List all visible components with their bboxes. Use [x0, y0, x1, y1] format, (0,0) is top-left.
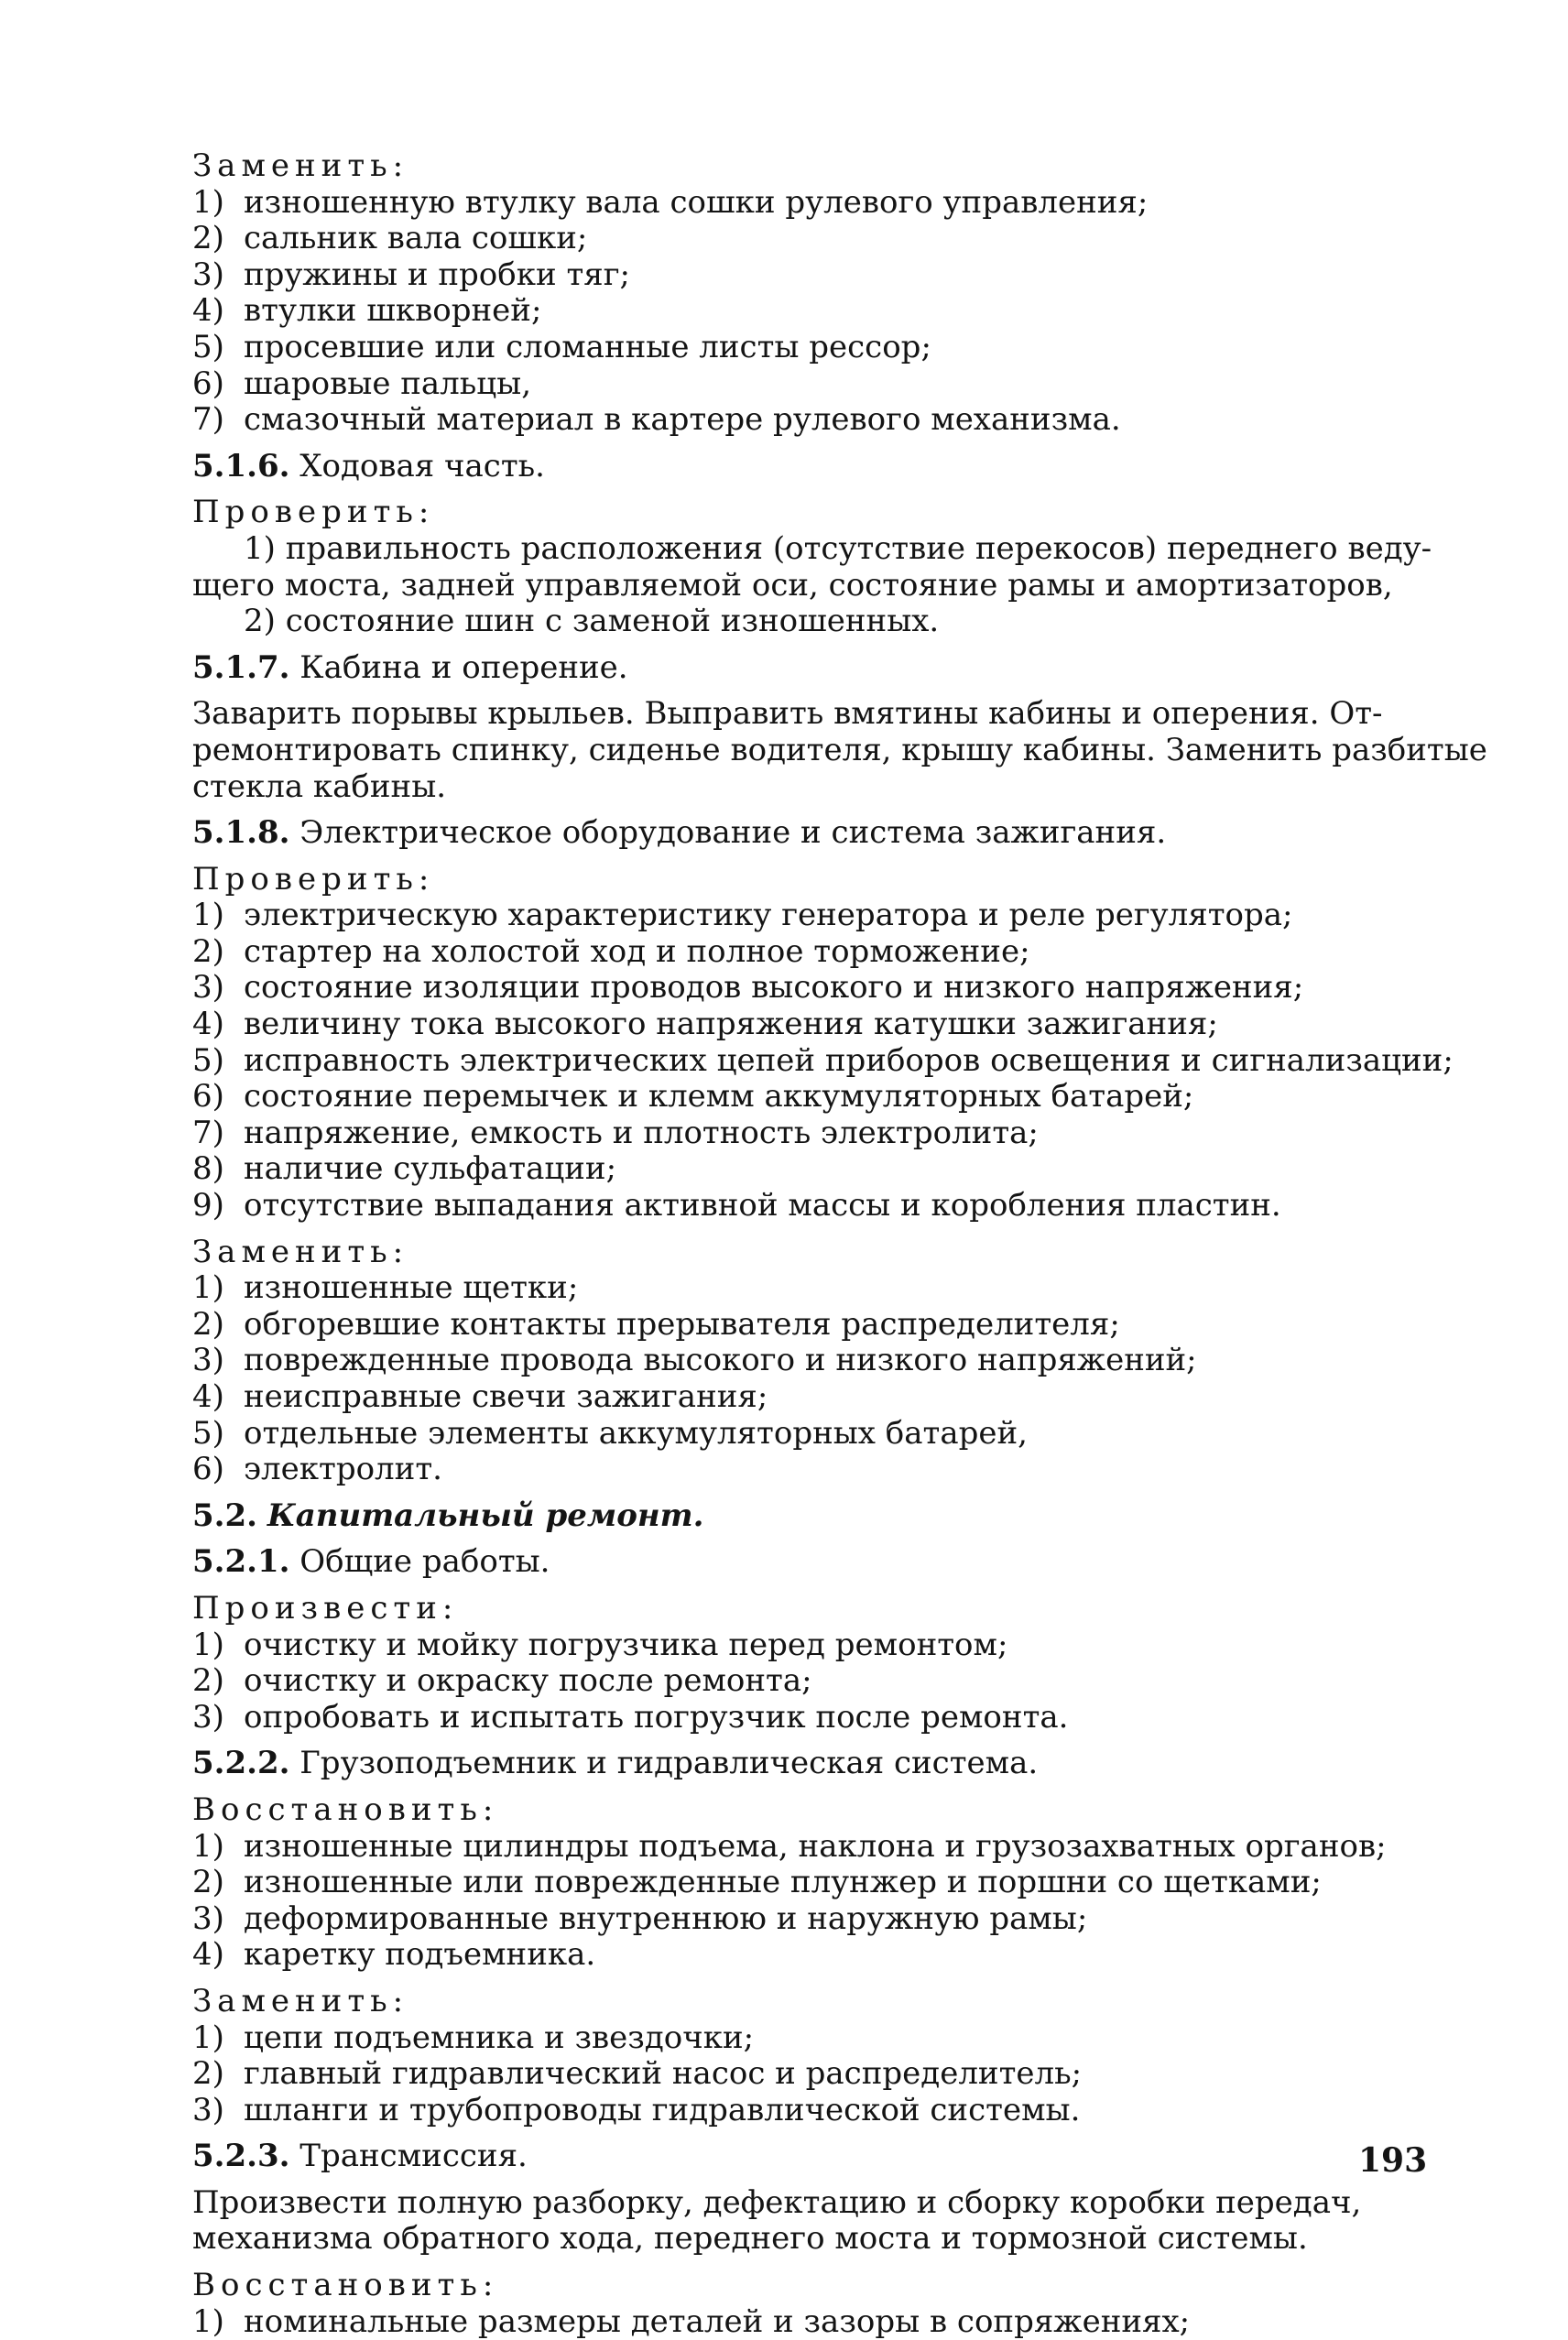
section-number: 5.1.7.: [192, 648, 290, 686]
section-heading-523: [192, 2139, 1401, 2175]
list-item: 4) неисправные свечи зажигания;: [192, 1379, 1401, 1416]
s516-item1-line2: щего моста, задней управляемой оси, состояние рамы и амортизаторов,: [192, 566, 1393, 604]
list-item: 5) просевшие или сломанные листы рессор;: [192, 330, 1401, 366]
list-item: 1) номинальные размеры деталей и зазоры в сопряжениях;: [192, 2304, 1401, 2340]
s518-check-heading: Проверить:: [192, 860, 435, 898]
list-item: 1) очистку и мойку погрузчика перед ремонтом;: [192, 1627, 1401, 1664]
section-number: 5.2.: [192, 1497, 257, 1534]
section-number: 5.1.6.: [192, 447, 290, 484]
list-item: 2) сальник вала сошки;: [192, 221, 1401, 257]
section-title: Общие работы.: [299, 1543, 550, 1581]
list-item: 2) обгоревшие контакты прерывателя распределителя;: [192, 1307, 1401, 1344]
s523-restore-heading: Восстановить:: [192, 2267, 499, 2304]
section-title: Кабина и оперение.: [299, 648, 628, 686]
list-item: 7) напряжение, емкость и плотность электролита;: [192, 1116, 1401, 1152]
s516-item2: 2) состояние шин с заменой изношенных.: [244, 603, 940, 640]
s518-check-list: [192, 897, 1454, 1224]
s522-replace-heading: Заменить:: [192, 1982, 409, 2019]
s523-paragraph-line2: механизма обратного хода, переднего моста и тормозной системы.: [192, 2220, 1308, 2258]
list-item: 3) опробовать и испытать погрузчик после ремонта.: [192, 1700, 1401, 1736]
list-item: 2) стартер на холостой ход и полное торможение;: [192, 934, 1401, 971]
section-title: Ходовая часть.: [299, 447, 545, 484]
s522-restore-list: [192, 1829, 1401, 1974]
intro-replace-list: [192, 185, 1401, 439]
page-number: 193: [1358, 2141, 1428, 2180]
list-item: 4) каретку подъемника.: [192, 1937, 1401, 1974]
section-heading-52: [192, 1498, 1401, 1535]
list-item: 2) очистку и окраску после ремонта;: [192, 1663, 1401, 1700]
list-item: 4) втулки шкворней;: [192, 293, 1401, 330]
s518-replace-heading: Заменить:: [192, 1233, 409, 1270]
s523-paragraph-line1: Произвести полную разборку, дефектацию и сборку коробки передач,: [192, 2183, 1362, 2221]
section-number: 5.1.8.: [192, 814, 290, 852]
section-heading-516: [192, 449, 1401, 485]
s517-paragraph-line3: стекла кабины.: [192, 767, 447, 805]
list-item: 3) деформированные внутреннюю и наружную рамы;: [192, 1901, 1401, 1938]
list-item: 1) изношенную втулку вала сошки рулевого управления;: [192, 185, 1401, 222]
list-item: 6) шаровые пальцы,: [192, 366, 1401, 403]
section-number: 5.2.3.: [192, 2138, 290, 2175]
list-item: 4) величину тока высокого напряжения катушки зажигания;: [192, 1007, 1401, 1043]
list-item: 3) шланги и трубопроводы гидравлической системы.: [192, 2093, 1401, 2129]
s522-restore-heading: Восстановить:: [192, 1790, 499, 1828]
list-item: 5) исправность электрических цепей приборов освещения и сигнализации;: [192, 1043, 1401, 1080]
list-item: 1) изношенные цилиндры подъема, наклона и грузозахватных органов;: [192, 1829, 1401, 1866]
s518-replace-list: [192, 1270, 1401, 1488]
s521-do-heading: Произвести:: [192, 1589, 459, 1627]
section-title: Электрическое оборудование и система зажигания.: [299, 814, 1167, 852]
list-item: 9) отсутствие выпадания активной массы и коробления пластин.: [192, 1188, 1401, 1224]
s516-item1-line1: 1) правильность расположения (отсутствие перекосов) переднего веду-: [244, 529, 1432, 567]
list-item: 6) электролит.: [192, 1452, 1401, 1488]
list-item: 2) главный гидравлический насос и распределитель;: [192, 2056, 1401, 2093]
section-title: Капитальный ремонт.: [267, 1497, 704, 1534]
s517-paragraph-line1: Заварить порывы крыльев. Выправить вмятины кабины и оперения. От-: [192, 695, 1383, 733]
page-body: [192, 147, 1487, 2340]
section-number: 5.2.1.: [192, 1543, 290, 1581]
list-item: 8) наличие сульфатации;: [192, 1151, 1401, 1188]
s516-check-heading: Проверить:: [192, 494, 435, 531]
section-heading-518: [192, 815, 1401, 852]
s522-replace-list: [192, 2020, 1401, 2129]
s517-paragraph-line2: ремонтировать спинку, сиденье водителя, крышу кабины. Заменить разбитые: [192, 731, 1487, 768]
list-item: 3) пружины и пробки тяг;: [192, 257, 1401, 294]
list-item: 1) цепи подъемника и звездочки;: [192, 2020, 1401, 2057]
s523-restore-list: [192, 2304, 1401, 2340]
list-item: 3) состояние изоляции проводов высокого и низкого напряжения;: [192, 970, 1401, 1007]
intro-replace-heading: Заменить:: [192, 147, 409, 184]
list-item: 1) изношенные щетки;: [192, 1270, 1401, 1307]
list-item: 2) изношенные или поврежденные плунжер и поршни со щетками;: [192, 1865, 1401, 1901]
list-item: 6) состояние перемычек и клемм аккумуляторных батарей;: [192, 1079, 1401, 1116]
section-title: Грузоподъемник и гидравлическая система.: [299, 1745, 1039, 1782]
list-item: 3) поврежденные провода высокого и низкого напряжений;: [192, 1343, 1401, 1379]
section-number: 5.2.2.: [192, 1745, 290, 1782]
list-item: 7) смазочный материал в картере рулевого механизма.: [192, 402, 1401, 439]
list-item: 1) электрическую характеристику генератора и реле регулятора;: [192, 898, 1401, 934]
s521-list: [192, 1627, 1401, 1736]
section-heading-521: [192, 1544, 1401, 1581]
list-item: 5) отдельные элементы аккумуляторных батарей,: [192, 1416, 1401, 1453]
section-heading-517: [192, 650, 1401, 687]
section-title: Трансмиссия.: [299, 2138, 528, 2175]
section-heading-522: [192, 1746, 1401, 1782]
